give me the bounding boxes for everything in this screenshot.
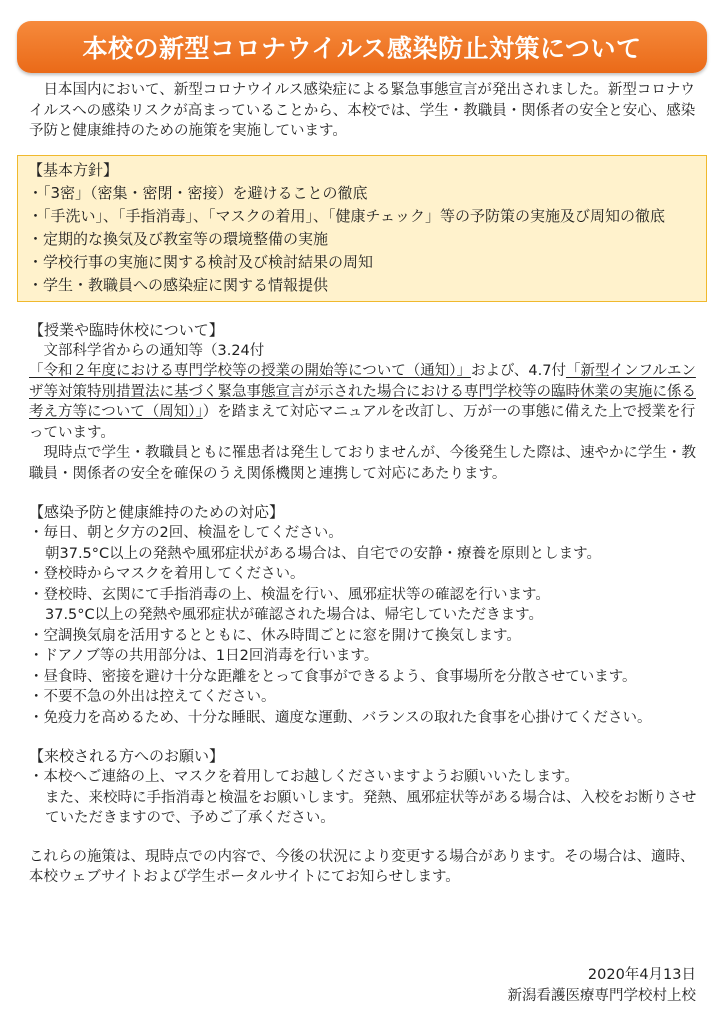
policy-item: ・定期的な換気及び教室等の環境整備の実施 (28, 229, 329, 248)
signature-block (296, 965, 696, 1006)
classes-section (29, 320, 701, 485)
classes-text-suffix: ）を踏まえて対応マニュアルを改訂し、万が一の事態に備えた上で授業を行っています。 (29, 404, 696, 441)
classes-paragraph (29, 341, 701, 444)
policy-heading: 【基本方針】 (28, 160, 119, 179)
prevention-item-note: 37.5°C以上の発熱や風邪症状が確認された場合は、帰宅していただきます。 (45, 607, 543, 623)
policy-item: ・「手洗い」、「手指消毒」、「マスクの着用」、「健康チェック」等の予防策の実施及び周知の徹底 (28, 206, 666, 225)
notice-link-1[interactable]: 「令和２年度における専門学校等の授業の開始等について（通知）」 (29, 363, 471, 379)
prevention-item: ・登校時からマスクを着用してください。 (29, 566, 305, 582)
visitors-section (29, 746, 701, 829)
prevention-item: ・登校時、玄関にて手指消毒の上、検温を行い、風邪症状等の確認を行います。 (29, 586, 550, 603)
policy-item: ・学校行事の実施に関する検討及び検討結果の周知 (28, 252, 374, 271)
prevention-item: ・不要不急の外出は控えてください。 (29, 689, 276, 705)
issue-date: 2020年4月13日 (587, 967, 696, 983)
visitors-item-note: また、来校時に手指消毒と検温をお願いします。発熱、風邪症状等がある場合は、入校をお断りさせていただきますので、予めご了承ください。 (45, 789, 697, 826)
classes-heading: 【授業や臨時休校について】 (29, 320, 224, 339)
policy-item: ・学生・教職員への感染症に関する情報提供 (28, 275, 329, 294)
closing-paragraph: これらの施策は、現時点での内容で、今後の状況により変更する場合があります。その場合は、適時、本校ウェブサイトおよび学生ポータルサイトにてお知らせします。 (29, 848, 695, 885)
policy-item: ・「3密」（密集・密閉・密接）を避けることの徹底 (28, 183, 368, 202)
basic-policy-box (17, 155, 707, 302)
intro-paragraph: 日本国内において、新型コロナウイルス感染症による緊急事態宣言が発出されました。新型コロナウイルスへの感染リスクが高まっていることから、本校では、学生・教職員・関係者の安全と安心、感染予防と健康維持のための施策を実施しています。 (29, 82, 696, 139)
page-title: 本校の新型コロナウイルス感染防止対策について (82, 34, 642, 63)
main-content (29, 80, 701, 888)
prevention-item: ・ドアノブ等の共用部分は、1日2回消毒を行います。 (29, 648, 379, 664)
visitors-heading: 【来校される方へのお願い】 (29, 747, 225, 765)
classes-text-mid: および、4.7付 (470, 363, 566, 379)
prevention-section (29, 502, 701, 728)
prevention-item: ・昼食時、密接を避け十分な距離をとって食事ができるよう、食事場所を分散させています。 (29, 668, 637, 685)
notice-link-2[interactable]: 「新型インフルエンザ等対策特別措置法に基づく緊急事態宣言が示された場合における専門学校等の臨時休業の実施に係る考え方等について（周知）」 (29, 363, 696, 420)
prevention-item-note: 朝37.5°C以上の発熱や風邪症状がある場合は、自宅での安静・療養を原則とします。 (45, 545, 601, 562)
classes-paragraph-2: 現時点で学生・教職員ともに罹患者は発生しておりませんが、今後発生した際は、速やかに学生・教職員・関係者の安全を確保のうえ関係機関と連携して対応にあたります。 (29, 445, 696, 482)
title-banner (17, 21, 707, 73)
prevention-item: ・毎日、朝と夕方の2回、検温をしてください。 (29, 525, 343, 541)
classes-text-prefix: 文部科学省からの通知等（3.24付 (43, 342, 265, 359)
prevention-item: ・免疫力を高めるため、十分な睡眠、適度な運動、バランスの取れた食事を心掛けてください。 (29, 709, 652, 726)
prevention-item: ・空調換気扇を活用するとともに、休み時間ごとに窓を開けて換気します。 (29, 627, 521, 644)
prevention-heading: 【感染予防と健康維持のための対応】 (29, 503, 285, 521)
school-name: 新潟看護医療専門学校村上校 (507, 987, 696, 1004)
visitors-item: ・本校へご連絡の上、マスクを着用してお越しくださいますようお願いいたします。 (29, 769, 579, 785)
